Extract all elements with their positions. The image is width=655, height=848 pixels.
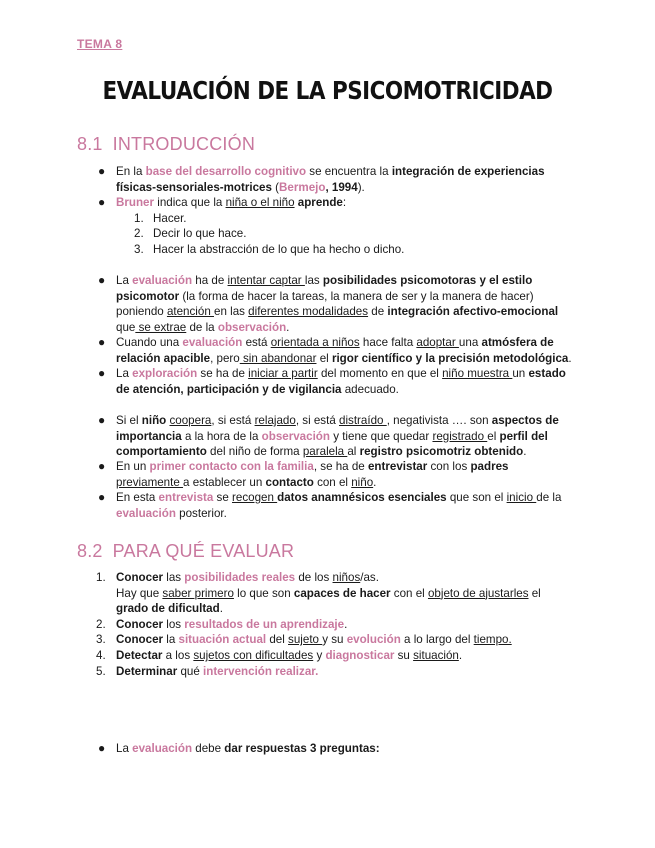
- list-item-familia: En un primer contacto con la familia, se ha de entrevistar con los padres previamente a establecer un contacto con el niño.: [116, 460, 509, 489]
- section-heading-introduccion: [77, 134, 255, 155]
- section-title: PARA QUÉ EVALUAR: [112, 541, 295, 561]
- list-item-detectar: Detectar a los sujetos con dificultades y diagnosticar su situación.: [116, 649, 463, 662]
- step-text: Hacer la abstracción de lo que ha hecho o dicho.: [153, 243, 405, 256]
- section-title: INTRODUCCIÓN: [112, 134, 256, 154]
- list-item-conocer-resultados: Conocer los resultados de un aprendizaje.: [116, 618, 348, 631]
- bullet-icon: ●: [98, 164, 106, 178]
- list-item-evaluacion-captar: La evaluación ha de intentar captar las posibilidades psicomotoras y el estilo psicomotor (la forma de hacer la tareas, la manera de ser y la manera de hacer) poniendo atención en las diferentes modalidades de integración afectivo-emocional que se extrae de la observación.: [116, 274, 559, 334]
- list-number: 2.: [96, 618, 106, 631]
- list-item-conocer-posibilidades: Conocer las posibilidades reales de los niños/as. Hay que saber primero lo que son capaces de hacer con el objeto de ajustarles el grado de dificultad.: [116, 571, 541, 615]
- list-item-conocer-situacion: Conocer la situación actual del sujeto y su evolución a lo largo del tiempo.: [116, 633, 512, 646]
- section-number: 8.2: [77, 541, 103, 561]
- bullet-icon: ●: [98, 413, 106, 427]
- bullet-icon: ●: [98, 459, 106, 473]
- section-heading-para-que-evaluar: [77, 541, 294, 562]
- step-number: 3.: [134, 243, 144, 256]
- list-number: 4.: [96, 649, 106, 662]
- step-number: 2.: [134, 227, 144, 240]
- list-item-determinar: Determinar qué intervención realizar.: [116, 665, 319, 678]
- bullet-icon: ●: [98, 741, 106, 755]
- list-item-entrevista: En esta entrevista se recogen datos anamnésicos esenciales que son el inicio de la evaluación posterior.: [116, 491, 562, 520]
- step-number: 1.: [134, 212, 144, 225]
- step-text: Decir lo que hace.: [153, 227, 247, 240]
- list-number: 5.: [96, 665, 106, 678]
- list-item-comportamiento: Si el niño coopera, si está relajado, si está distraído , negativista …. son aspectos de importancia a la hora de la observación y tiene que quedar registrado el perfil del comportamiento del niño de forma paralela al registro psicomotriz obtenido.: [116, 414, 559, 458]
- section-number: 8.1: [77, 134, 103, 154]
- list-item-base-desarrollo: En la base del desarrollo cognitivo se encuentra la integración de experiencias físicas-sensoriales-motrices (Bermejo, 1994).: [116, 165, 545, 194]
- list-item-atmosfera: Cuando una evaluación está orientada a niños hace falta adoptar una atmósfera de relación apacible, pero sin abandonar el rigor científico y la precisión metodológica.: [116, 336, 572, 365]
- list-item-bruner: Bruner indica que la niña o el niño aprende:: [116, 196, 347, 209]
- list-number: 3.: [96, 633, 106, 646]
- list-item-tres-preguntas: La evaluación debe dar respuestas 3 preguntas:: [116, 742, 380, 755]
- bullet-icon: ●: [98, 366, 106, 380]
- step-text: Hacer.: [153, 212, 187, 225]
- page-title: EVALUACIÓN DE LA PSICOMOTRICIDAD: [102, 76, 553, 105]
- bullet-icon: ●: [98, 335, 106, 349]
- bullet-icon: ●: [98, 273, 106, 287]
- list-number: 1.: [96, 571, 106, 584]
- list-item-exploracion: La exploración se ha de iniciar a partir del momento en que el niño muestra un estado de atención, participación y de vigilancia adecuado.: [116, 367, 566, 396]
- bullet-icon: ●: [98, 195, 106, 209]
- bullet-icon: ●: [98, 490, 106, 504]
- tema-label: TEMA 8: [77, 37, 123, 51]
